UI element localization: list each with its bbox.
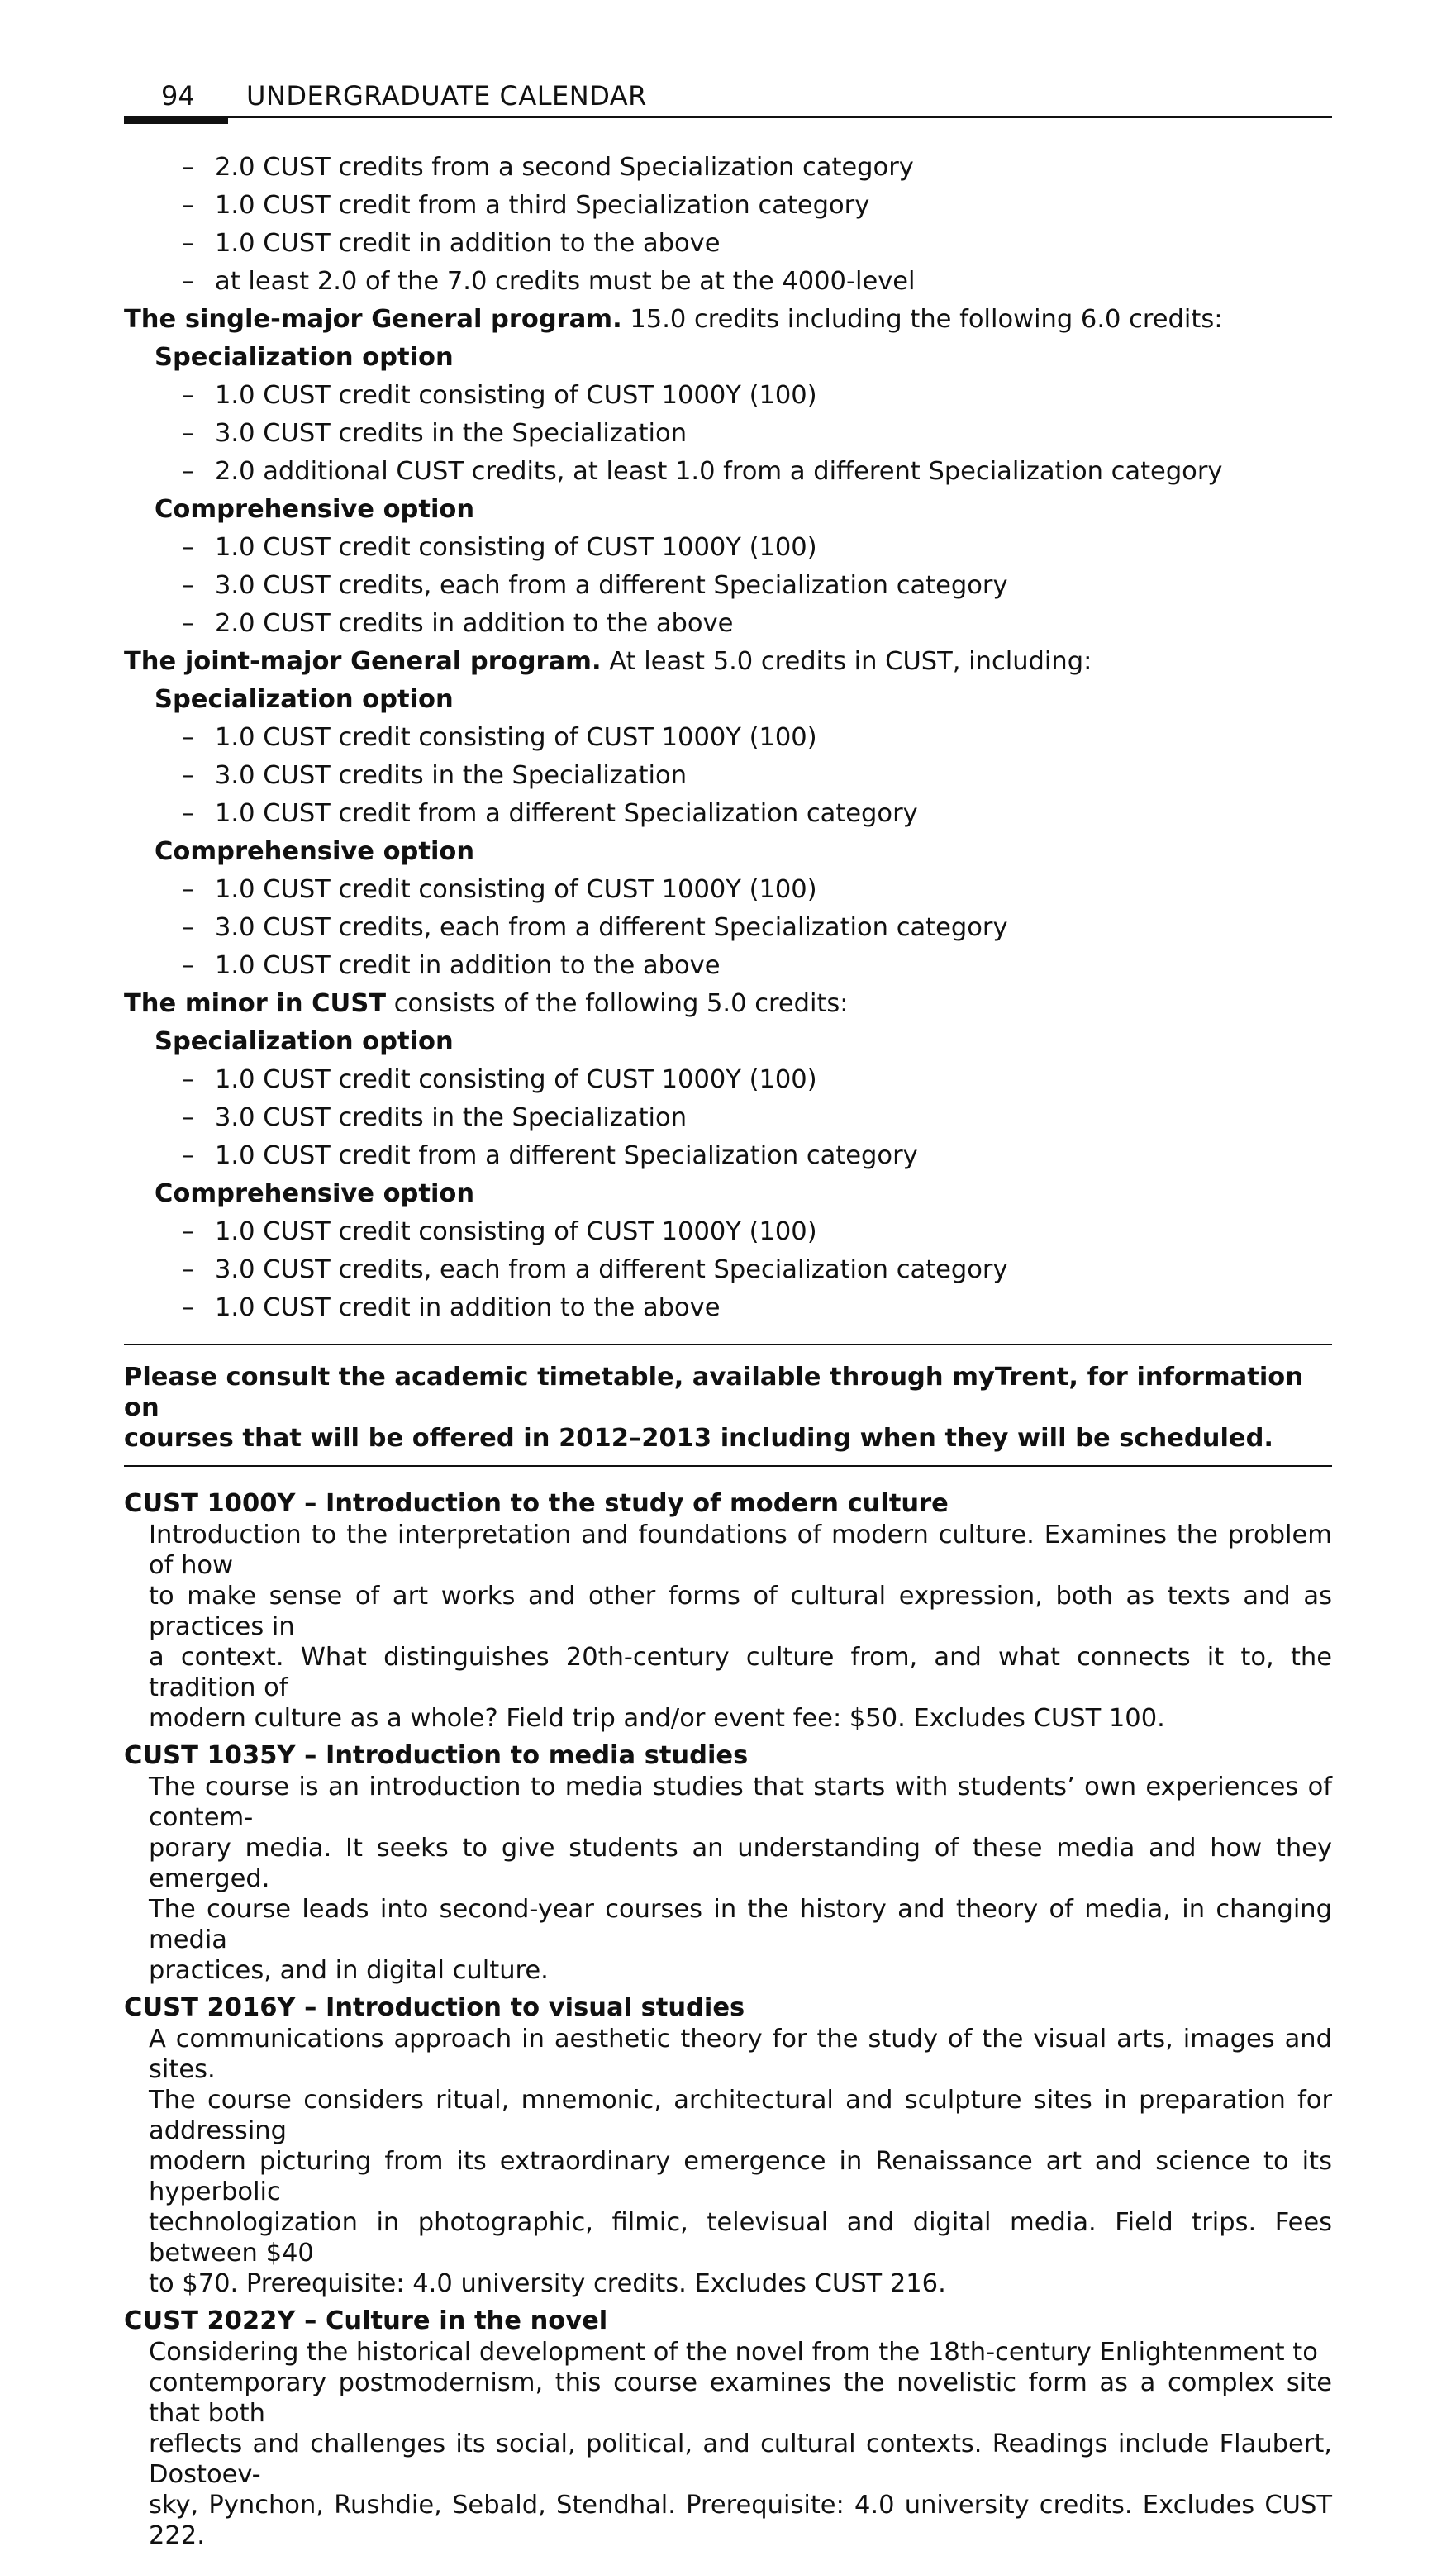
header-rule: [124, 116, 1332, 118]
list-item: – 1.0 CUST credit in addition to the above: [124, 947, 1332, 985]
course-description: [124, 2024, 1332, 2299]
course-description: [124, 1520, 1332, 1734]
description-line: porary media. It seeks to give students an understanding of these media and how they emerged.: [149, 1834, 1332, 1893]
timetable-notice: [124, 1362, 1332, 1454]
list-item: – 3.0 CUST credits in the Specialization: [124, 415, 1332, 453]
page-number: 94: [161, 80, 195, 112]
list-item: – 3.0 CUST credits, each from a different Specialization category: [124, 1251, 1332, 1289]
description-line: The course leads into second-year courses in the history and theory of media, in changing media: [149, 1895, 1332, 1954]
header-accent-bar: [124, 116, 228, 124]
description-line: sky, Pynchon, Rushdie, Sebald, Stendhal. Prerequisite: 4.0 university credits. Excludes CUST 222.: [149, 2491, 1332, 2550]
option-label: Comprehensive option: [155, 837, 475, 866]
description-line: modern culture as a whole? Field trip and/or event fee: $50. Excludes CUST 100.: [149, 1704, 1165, 1733]
description-line: Introduction to the interpretation and foundations of modern culture. Examines the problem of how: [149, 1521, 1332, 1580]
notice-box: [124, 1344, 1332, 1467]
list-item: – 2.0 CUST credits from a second Specialization category: [124, 149, 1332, 187]
option-label: Specialization option: [155, 343, 454, 372]
course-title: CUST 2022Y – Culture in the novel: [124, 2306, 608, 2335]
description-line: technologization in photographic, filmic, televisual and digital media. Field trips. Fees between $40: [149, 2208, 1332, 2268]
continued-requirements: [124, 149, 1332, 301]
course-list: [124, 1488, 1332, 2551]
list-item: – 1.0 CUST credit consisting of CUST 1000Y (100): [124, 1061, 1332, 1099]
list-item: – 1.0 CUST credit consisting of CUST 1000Y (100): [124, 871, 1332, 909]
course-entry: [124, 1740, 1332, 1986]
description-line: Considering the historical development of the novel from the 18th-century Enlightenment to: [149, 2338, 1318, 2367]
minor-section: [124, 985, 1332, 1327]
course-entry: [124, 2306, 1332, 2551]
notice-line: courses that will be offered in 2012–2013 including when they will be scheduled.: [124, 1424, 1274, 1453]
list-item: – 2.0 CUST credits in addition to the above: [124, 605, 1332, 643]
description-line: The course is an introduction to media studies that starts with students’ own experiences of contem-: [149, 1773, 1332, 1832]
list-item: – 1.0 CUST credit from a different Specialization category: [124, 795, 1332, 833]
list-item: – 1.0 CUST credit consisting of CUST 1000Y (100): [124, 1213, 1332, 1251]
single-major-section: [124, 301, 1332, 643]
list-item: – 3.0 CUST credits, each from a different Specialization category: [124, 567, 1332, 605]
description-line: to $70. Prerequisite: 4.0 university credits. Excludes CUST 216.: [149, 2269, 946, 2298]
program-heading-text: 15.0 credits including the following 6.0 credits:: [621, 305, 1223, 334]
description-line: reflects and challenges its social, political, and cultural contexts. Readings include Flaubert, Dostoev-: [149, 2430, 1332, 2489]
list-item: – 3.0 CUST credits, each from a different Specialization category: [124, 909, 1332, 947]
option-label: Comprehensive option: [155, 495, 475, 524]
option-label: Specialization option: [155, 1027, 454, 1056]
list-item: – 1.0 CUST credit from a third Specialization category: [124, 187, 1332, 225]
course-entry: [124, 1488, 1332, 1734]
option-label: Specialization option: [155, 685, 454, 714]
program-heading-text: consists of the following 5.0 credits:: [386, 989, 849, 1018]
notice-bottom-rule: [124, 1465, 1332, 1467]
description-line: practices, and in digital culture.: [149, 1956, 549, 1985]
list-item: – 1.0 CUST credit consisting of CUST 1000Y (100): [124, 529, 1332, 567]
notice-line: Please consult the academic timetable, available through myTrent, for information on: [124, 1363, 1303, 1422]
description-line: A communications approach in aesthetic theory for the study of the visual arts, images and sites.: [149, 2025, 1332, 2084]
description-line: modern picturing from its extraordinary emergence in Renaissance art and science to its hyperbolic: [149, 2147, 1332, 2206]
course-description: [124, 1772, 1332, 1986]
list-item: – 1.0 CUST credit from a different Specialization category: [124, 1137, 1332, 1175]
description-line: contemporary postmodernism, this course examines the novelistic form as a complex site that both: [149, 2368, 1332, 2428]
notice-top-rule: [124, 1344, 1332, 1345]
description-line: a context. What distinguishes 20th-century culture from, and what connects it to, the tradition of: [149, 1643, 1332, 1702]
program-heading-bold: The minor in CUST: [124, 989, 387, 1018]
list-item: – 2.0 additional CUST credits, at least 1.0 from a different Specialization category: [124, 453, 1332, 491]
page-header: [124, 79, 1332, 129]
option-label: Comprehensive option: [155, 1179, 475, 1208]
list-item: – 1.0 CUST credit consisting of CUST 1000Y (100): [124, 719, 1332, 757]
program-heading-bold: The single-major General program.: [124, 305, 622, 334]
program-heading: [124, 985, 1332, 1023]
list-item: – 1.0 CUST credit consisting of CUST 1000Y (100): [124, 377, 1332, 415]
program-heading-bold: The joint-major General program.: [124, 647, 602, 676]
program-heading: [124, 643, 1332, 681]
course-title: CUST 1035Y – Introduction to media studies: [124, 1741, 749, 1770]
list-item: – 3.0 CUST credits in the Specialization: [124, 1099, 1332, 1137]
course-description: [124, 2337, 1332, 2551]
description-line: The course considers ritual, mnemonic, architectural and sculpture sites in preparation for addressing: [149, 2086, 1332, 2145]
list-item: – 3.0 CUST credits in the Specialization: [124, 757, 1332, 795]
course-entry: [124, 1992, 1332, 2299]
course-title: CUST 1000Y – Introduction to the study of modern culture: [124, 1489, 949, 1518]
list-item: – 1.0 CUST credit in addition to the above: [124, 1289, 1332, 1327]
list-item: – 1.0 CUST credit in addition to the above: [124, 225, 1332, 263]
program-heading-text: At least 5.0 credits in CUST, including:: [601, 647, 1092, 676]
description-line: to make sense of art works and other forms of cultural expression, both as texts and as practices in: [149, 1582, 1332, 1641]
running-title: UNDERGRADUATE CALENDAR: [246, 80, 647, 112]
course-title: CUST 2016Y – Introduction to visual studies: [124, 1993, 745, 2022]
program-heading: [124, 301, 1332, 339]
joint-major-section: [124, 643, 1332, 985]
list-item: – at least 2.0 of the 7.0 credits must be at the 4000-level: [124, 263, 1332, 301]
page-content: [124, 149, 1332, 2551]
